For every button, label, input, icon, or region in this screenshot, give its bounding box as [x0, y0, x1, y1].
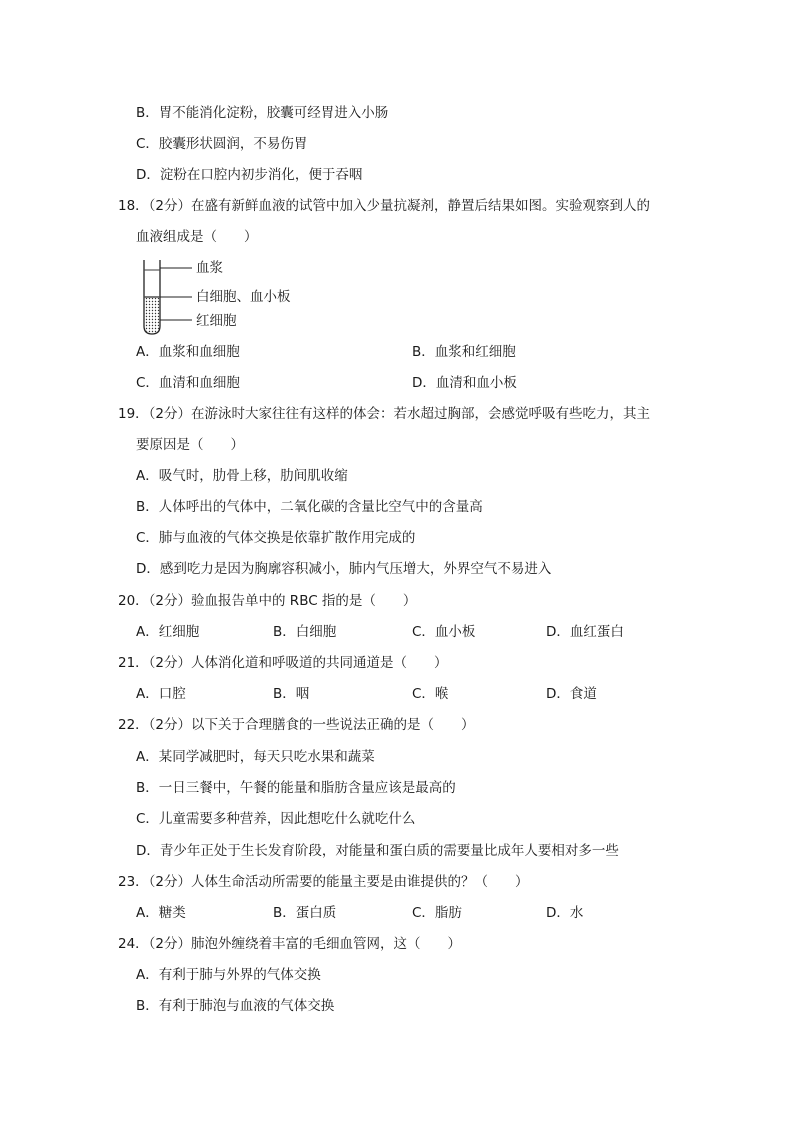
- q24-option-b: B．有利于肺泡与血液的气体交换: [136, 998, 335, 1014]
- wbc-platelet-label: 白细胞、血小板: [196, 289, 291, 305]
- q18-option-b: B．血浆和红细胞: [412, 344, 516, 360]
- q18-option-a: A．血浆和血细胞: [136, 344, 240, 360]
- q21-option-c: C．喉: [412, 686, 449, 702]
- q21-option-a: A．口腔: [136, 686, 186, 702]
- q24-stem: 24．（2分）肺泡外缠绕着丰富的毛细血管网，这（ ）: [118, 936, 462, 952]
- q18-option-d: D．血清和血小板: [412, 375, 517, 391]
- q19-option-c: C．肺与血液的气体交换是依靠扩散作用完成的: [136, 530, 416, 546]
- q22-option-d: D．青少年正处于生长发育阶段，对能量和蛋白质的需要量比成年人要相对多一些: [136, 843, 619, 859]
- q19-option-a: A．吸气时，肋骨上移，肋间肌收缩: [136, 468, 348, 484]
- q21-option-b: B．咽: [273, 686, 310, 702]
- q17-option-d: D．淀粉在口腔内初步消化，便于吞咽: [136, 167, 363, 183]
- test-tube-figure: [136, 258, 296, 338]
- q21-option-d: D．食道: [546, 686, 597, 702]
- q21-stem: 21．（2分）人体消化道和呼吸道的共同通道是（ ）: [118, 655, 448, 671]
- q18-option-c: C．血清和血细胞: [136, 375, 240, 391]
- q23-option-a: A．糖类: [136, 905, 186, 921]
- q23-option-b: B．蛋白质: [273, 905, 337, 921]
- q17-option-b: B．胃不能消化淀粉，胶囊可经胃进入小肠: [136, 105, 389, 121]
- rbc-label: 红细胞: [196, 313, 237, 329]
- q20-option-c: C．血小板: [412, 624, 476, 640]
- q22-option-a: A．某同学减肥时，每天只吃水果和蔬菜: [136, 749, 375, 765]
- q17-option-c: C．胶囊形状圆润，不易伤胃: [136, 136, 308, 152]
- q18-stem-line1: 18．（2分）在盛有新鲜血液的试管中加入少量抗凝剂，静置后结果如图。实验观察到人的: [118, 198, 651, 214]
- q19-stem-line1: 19．（2分）在游泳时大家往往有这样的体会：若水超过胸部，会感觉呼吸有些吃力，其主: [118, 406, 651, 422]
- q19-option-b: B．人体呼出的气体中，二氧化碳的含量比空气中的含量高: [136, 499, 483, 515]
- q19-option-d: D．感到吃力是因为胸廓容积减小，肺内气压增大，外界空气不易进入: [136, 561, 552, 577]
- plasma-label: 血浆: [196, 260, 223, 276]
- q20-stem: 20．（2分）验血报告单中的 RBC 指的是（ ）: [118, 593, 417, 609]
- q23-option-c: C．脂肪: [412, 905, 462, 921]
- q20-option-d: D．血红蛋白: [546, 624, 624, 640]
- q23-option-d: D．水: [546, 905, 584, 921]
- q20-option-b: B．白细胞: [273, 624, 337, 640]
- q22-option-b: B．一日三餐中，午餐的能量和脂肪含量应该是最高的: [136, 780, 456, 796]
- q22-stem: 22．（2分）以下关于合理膳食的一些说法正确的是（ ）: [118, 717, 475, 733]
- q23-stem: 23．（2分）人体生命活动所需要的能量主要是由谁提供的？（ ）: [118, 874, 529, 890]
- q24-option-a: A．有利于肺与外界的气体交换: [136, 967, 321, 983]
- q20-option-a: A．红细胞: [136, 624, 200, 640]
- red-cell-layer: [145, 298, 160, 333]
- q19-stem-line2: 要原因是（ ）: [136, 437, 244, 453]
- q18-stem-line2: 血液组成是（ ）: [136, 229, 258, 245]
- q22-option-c: C．儿童需要多种营养，因此想吃什么就吃什么: [136, 811, 416, 827]
